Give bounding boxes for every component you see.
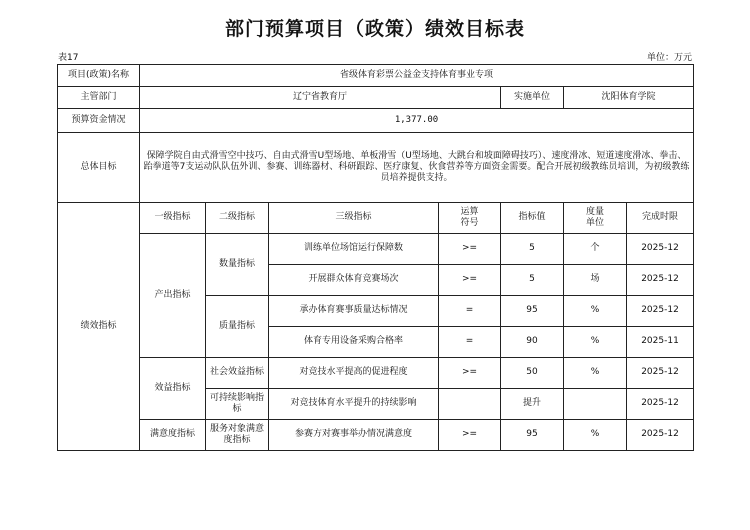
indicator-operator: = bbox=[439, 296, 501, 327]
indicator-header-row bbox=[58, 203, 694, 234]
indicator-deadline: 2025-12 bbox=[627, 234, 694, 265]
indicator-operator: >= bbox=[439, 420, 501, 451]
project-name-row bbox=[58, 65, 694, 87]
indicator-name: 承办体育赛事质量达标情况 bbox=[269, 296, 439, 327]
indicator-name: 开展群众体育竞赛场次 bbox=[269, 265, 439, 296]
subgroup-social: 社会效益指标 bbox=[206, 358, 269, 389]
indicator-deadline: 2025-12 bbox=[627, 296, 694, 327]
indicator-unit: 场 bbox=[564, 265, 627, 296]
header-unit: 度量 单位 bbox=[564, 203, 627, 234]
group-benefit: 效益指标 bbox=[140, 358, 206, 420]
indicator-value: 95 bbox=[501, 420, 564, 451]
header-operator: 运算 符号 bbox=[439, 203, 501, 234]
unit-label: 单位：万元 bbox=[646, 53, 692, 63]
indicator-operator: >= bbox=[439, 234, 501, 265]
indicator-unit: % bbox=[564, 358, 627, 389]
table-row bbox=[58, 420, 694, 451]
indicator-deadline: 2025-12 bbox=[627, 265, 694, 296]
indicator-value: 5 bbox=[501, 234, 564, 265]
indicator-operator: = bbox=[439, 327, 501, 358]
indicator-name: 参赛方对赛事举办情况满意度 bbox=[269, 420, 439, 451]
indicator-value: 50 bbox=[501, 358, 564, 389]
indicator-operator bbox=[439, 389, 501, 420]
indicator-operator: >= bbox=[439, 358, 501, 389]
budget-label: 预算资金情况 bbox=[58, 109, 140, 133]
budget-row bbox=[58, 109, 694, 133]
indicator-name: 训练单位场馆运行保障数 bbox=[269, 234, 439, 265]
indicator-deadline: 2025-12 bbox=[627, 420, 694, 451]
header-level2: 二级指标 bbox=[206, 203, 269, 234]
subgroup-quantity: 数量指标 bbox=[206, 234, 269, 296]
overall-goal-label: 总体目标 bbox=[58, 133, 140, 203]
indicator-name: 对竞技体育水平提升的持续影响 bbox=[269, 389, 439, 420]
overall-goal-text: 保障学院自由式滑雪空中技巧、自由式滑雪U型场地、单板滑雪（U型场地、大跳台和坡面障碍技巧）、速度滑冰、短道速度滑冰、拳击、跆拳道等7支运动队队伍外训、参赛、训练器材、科研跟踪、医疗康复、伙食营养等方面资金需要。配合开展初级教练员培训，为初级教练员培养提供支持。 bbox=[140, 133, 694, 203]
indicator-unit: % bbox=[564, 327, 627, 358]
indicator-name: 对竞技水平提高的促进程度 bbox=[269, 358, 439, 389]
implementing-unit-label: 实施单位 bbox=[501, 87, 564, 109]
department-label: 主管部门 bbox=[58, 87, 140, 109]
performance-target-table bbox=[57, 64, 694, 451]
indicator-operator: >= bbox=[439, 265, 501, 296]
department-value: 辽宁省教育厅 bbox=[140, 87, 501, 109]
project-name-value: 省级体育彩票公益金支持体育事业专项 bbox=[140, 65, 694, 87]
indicator-unit bbox=[564, 389, 627, 420]
indicator-deadline: 2025-12 bbox=[627, 389, 694, 420]
project-name-label: 项目(政策)名称 bbox=[58, 65, 140, 87]
table-number: 表17 bbox=[58, 53, 79, 63]
subgroup-sustainable: 可持续影响指 标 bbox=[206, 389, 269, 420]
indicator-deadline: 2025-12 bbox=[627, 358, 694, 389]
page-title: 部门预算项目（政策）绩效目标表 bbox=[224, 18, 525, 40]
header-level1: 一级指标 bbox=[140, 203, 206, 234]
indicator-unit: % bbox=[564, 296, 627, 327]
group-satisfaction: 满意度指标 bbox=[140, 420, 206, 451]
overall-goal-row bbox=[58, 133, 694, 203]
table-row bbox=[58, 234, 694, 265]
group-output: 产出指标 bbox=[140, 234, 206, 358]
indicator-name: 体育专用设备采购合格率 bbox=[269, 327, 439, 358]
budget-value: 1,377.00 bbox=[140, 109, 694, 133]
indicator-value: 90 bbox=[501, 327, 564, 358]
indicator-unit: % bbox=[564, 420, 627, 451]
subgroup-service: 服务对象满意 度指标 bbox=[206, 420, 269, 451]
table-row bbox=[58, 358, 694, 389]
indicator-value: 95 bbox=[501, 296, 564, 327]
subgroup-quality: 质量指标 bbox=[206, 296, 269, 358]
header-value: 指标值 bbox=[501, 203, 564, 234]
indicator-deadline: 2025-11 bbox=[627, 327, 694, 358]
header-level3: 三级指标 bbox=[269, 203, 439, 234]
department-row bbox=[58, 87, 694, 109]
indicator-unit: 个 bbox=[564, 234, 627, 265]
implementing-unit-value: 沈阳体育学院 bbox=[564, 87, 694, 109]
performance-indicator-label: 绩效指标 bbox=[58, 203, 140, 451]
indicator-value: 5 bbox=[501, 265, 564, 296]
header-deadline: 完成时限 bbox=[627, 203, 694, 234]
indicator-value: 提升 bbox=[501, 389, 564, 420]
